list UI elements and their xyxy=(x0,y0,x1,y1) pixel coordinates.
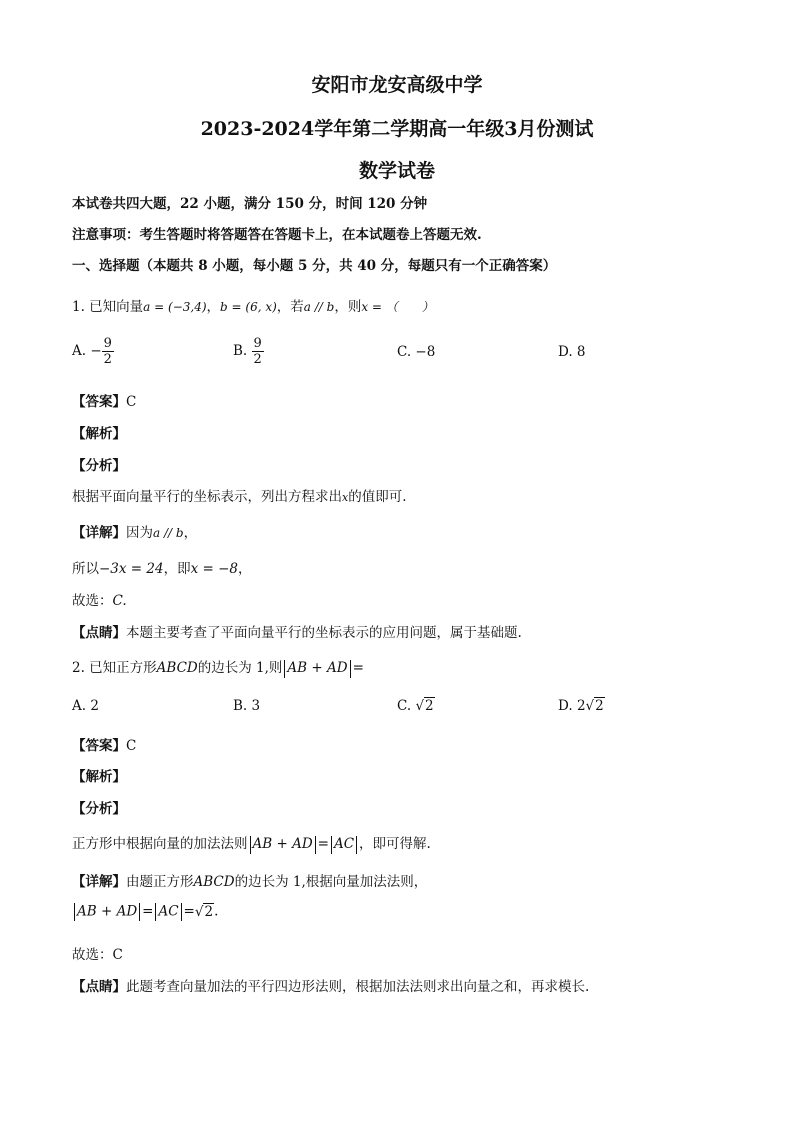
minus-sign: − xyxy=(90,343,102,359)
abs-bar-right xyxy=(315,836,316,854)
q2-answer xyxy=(72,734,136,754)
abs-bar-left xyxy=(74,903,75,921)
exam-info: 本试卷共四大题，22 小题，满分 150 分，时间 120 分钟 xyxy=(72,196,428,212)
q2-option-b: B. 3 xyxy=(233,698,261,714)
q2-option-c xyxy=(397,698,435,714)
xiangjie-text: 由题正方形 xyxy=(126,874,194,890)
fenxi-text-end: ，即可得解. xyxy=(359,836,431,852)
q1-xiangjie xyxy=(72,521,197,541)
step-text: 所以 xyxy=(72,561,99,577)
dianjing-tag: 【点睛】 xyxy=(72,979,126,995)
q1-then: ，则 xyxy=(334,299,362,315)
option-label: C. xyxy=(397,698,412,714)
q1-fenxi: 【分析】 xyxy=(72,458,126,474)
abs-bar-left xyxy=(284,660,285,678)
q2-xiangjie xyxy=(72,870,427,890)
abs-bar-left xyxy=(331,836,332,854)
q1-step xyxy=(72,557,252,577)
q2-option-a: A. 2 xyxy=(72,698,99,714)
q1-option-c: C. −8 xyxy=(397,344,436,360)
fenxi-text: 正方形中根据向量的加法法则 xyxy=(72,836,248,852)
q1-stem xyxy=(72,295,434,315)
q1-option-a xyxy=(72,336,114,367)
fenxi-text: 根据平面向量平行的坐标表示，列出方程求出 xyxy=(72,489,342,505)
punct: ， xyxy=(238,561,252,577)
equals: = xyxy=(142,903,154,920)
q2-stem-mid: 的边长为 1,则 xyxy=(197,660,283,676)
denominator: 2 xyxy=(253,352,262,367)
q2-fenxi: 【分析】 xyxy=(72,801,126,817)
dianjing-text: 此题考查向量加法的平行四边形法则，根据加法法则求出向量之和，再求模长. xyxy=(126,979,590,995)
answer-tag: 【答案】 xyxy=(72,738,126,754)
q1-parallel: a // b xyxy=(303,300,335,314)
school-title: 安阳市龙安高级中学 xyxy=(311,74,483,96)
q2-fenxi-text xyxy=(72,832,431,854)
xiangjie-tag: 【详解】 xyxy=(72,874,126,890)
radicand: 2 xyxy=(595,698,604,714)
abs-bar-right xyxy=(139,903,140,921)
fraction xyxy=(252,336,264,367)
q2-stem xyxy=(72,656,364,678)
var-x: x xyxy=(342,491,349,504)
q1-x-blank: x = （ ） xyxy=(361,300,434,314)
answer-tag: 【答案】 xyxy=(72,394,126,410)
q1-fenxi-text xyxy=(72,485,407,505)
punct: ， xyxy=(183,525,198,541)
q1-vector-b: b = (6, x) xyxy=(220,300,277,314)
equals: = xyxy=(352,660,364,676)
fraction xyxy=(102,336,114,367)
square-name: ABCD xyxy=(156,660,198,676)
denominator: 2 xyxy=(103,352,112,367)
dianjing-text: 本题主要考查了平面向量平行的坐标表示的应用问题，属于基础题. xyxy=(126,625,522,641)
q1-comma: ， xyxy=(206,299,221,315)
numerator: 9 xyxy=(103,336,112,351)
q1-choose xyxy=(72,589,127,609)
option-label: A. xyxy=(72,343,87,359)
numerator: 9 xyxy=(253,336,262,351)
vector-ac: AC xyxy=(158,903,179,920)
vector-ac: AC xyxy=(333,836,355,852)
equals: = xyxy=(317,836,329,852)
q2-option-d xyxy=(558,698,605,714)
q1-vector-a: a = (−3,4) xyxy=(143,300,207,314)
q2-stem-prefix: 2. 已知正方形 xyxy=(72,660,157,676)
q2-dianjing xyxy=(72,975,589,995)
q1-dianjing xyxy=(72,621,522,641)
vector-sum: AB + AD xyxy=(252,836,313,852)
answer-value: C xyxy=(126,394,137,410)
abs-bar-right xyxy=(181,903,182,921)
abs-bar-left xyxy=(155,903,156,921)
vector-sum: AB + AD xyxy=(77,903,138,920)
xiangjie-text: 因为 xyxy=(126,525,153,541)
radicand: 2 xyxy=(204,903,214,920)
equation-2: x = −8 xyxy=(190,561,239,577)
exam-title: 2023-2024学年第二学期高一年级3月份测试 xyxy=(200,118,594,140)
q1-option-b xyxy=(233,336,264,367)
q2-choose: 故选：C xyxy=(72,947,123,963)
answer-value: C xyxy=(126,738,137,754)
subject-title: 数学试卷 xyxy=(358,160,435,182)
section-heading: 一、选择题（本题共 8 小题，每小题 5 分，共 40 分，每题只有一个正确答案） xyxy=(72,258,557,274)
q1-if: ，若 xyxy=(276,299,304,315)
radicand: 2 xyxy=(425,698,434,714)
q1-stem-prefix: 1. 已知向量 xyxy=(72,299,144,315)
xiangjie-tag: 【详解】 xyxy=(72,525,126,541)
abs-bar-left xyxy=(250,836,251,854)
abs-bar-right xyxy=(356,836,357,854)
option-label: B. xyxy=(233,343,248,359)
fenxi-text-end: 的值即可. xyxy=(348,489,407,505)
q2-calculation xyxy=(72,903,218,921)
q1-option-d: D. 8 xyxy=(558,344,586,360)
q1-answer xyxy=(72,390,136,410)
square-name: ABCD xyxy=(193,874,235,890)
sqrt: √2 xyxy=(194,903,214,920)
xiangjie-text-2: 的边长为 1,根据向量加法法则， xyxy=(234,874,428,890)
q1-jiexi: 【解析】 xyxy=(72,426,126,442)
dianjing-tag: 【点睛】 xyxy=(72,625,126,641)
choose-text: 故选： xyxy=(72,593,113,609)
step-text-2: ，即 xyxy=(163,561,191,577)
abs-bar-right xyxy=(350,660,351,678)
punct: . xyxy=(214,903,219,920)
equals: = xyxy=(183,903,195,920)
parallel-expr: a // b xyxy=(153,526,184,540)
sqrt: √2 xyxy=(415,698,434,714)
choose-value: C. xyxy=(112,593,127,609)
sqrt: √2 xyxy=(585,698,604,714)
coefficient: 2 xyxy=(576,698,586,714)
vector-sum: AB + AD xyxy=(287,660,348,676)
option-label: D. xyxy=(558,698,573,714)
q2-jiexi: 【解析】 xyxy=(72,769,126,785)
notice: 注意事项：考生答题时将答题答在答题卡上，在本试题卷上答题无效. xyxy=(72,227,482,243)
equation-1: −3x = 24 xyxy=(99,561,164,577)
